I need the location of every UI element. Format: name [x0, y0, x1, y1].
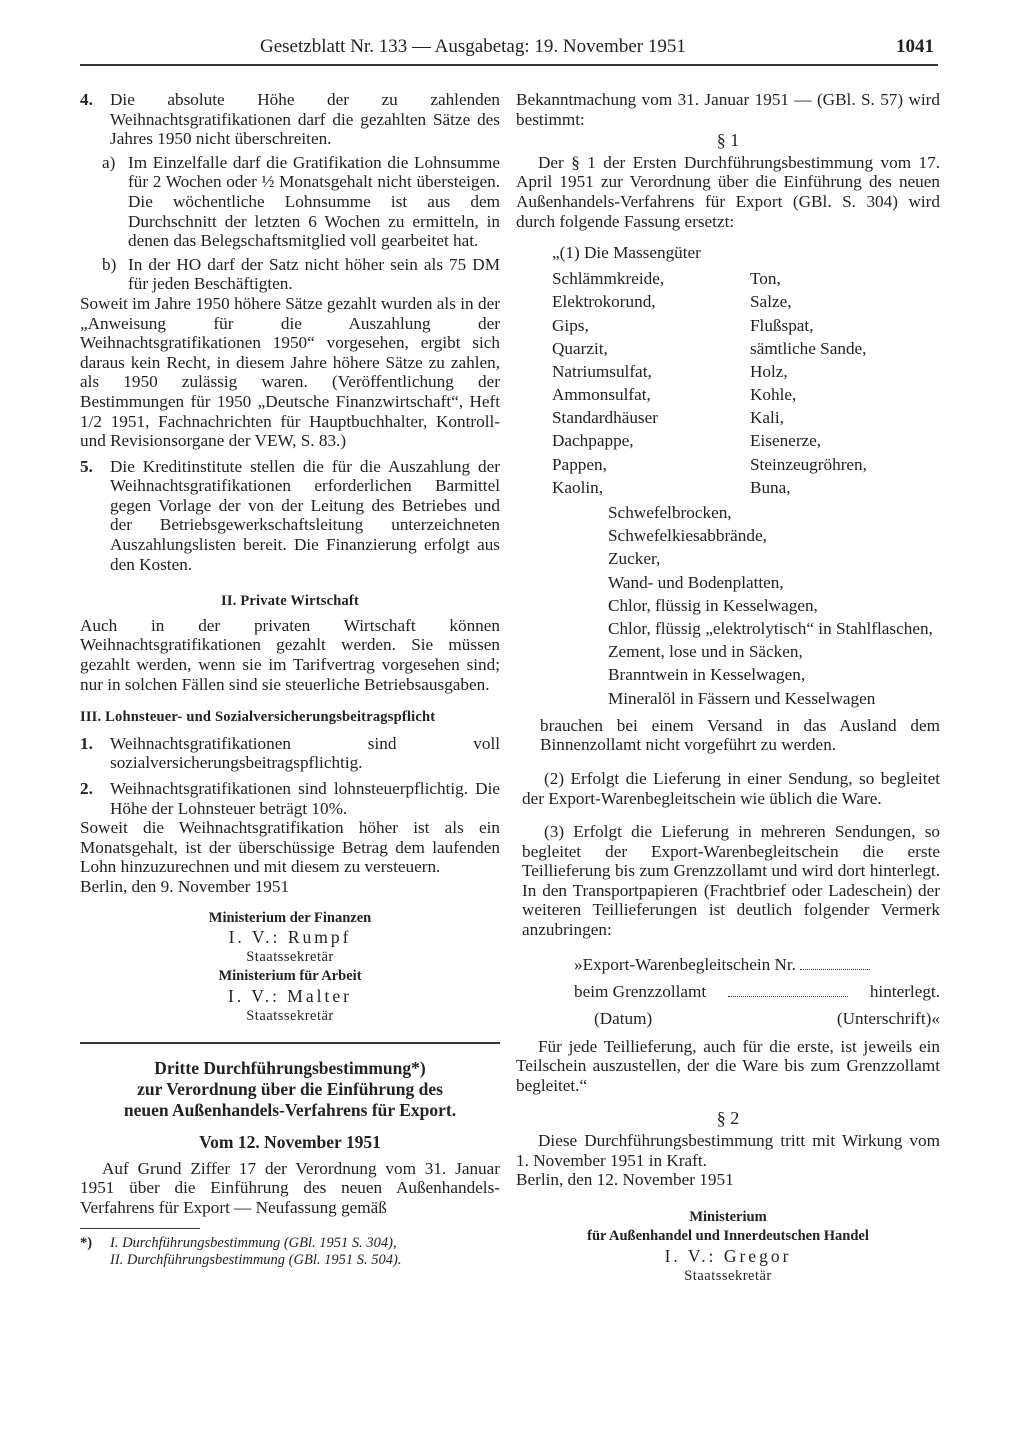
decree-title-line: Dritte Durchführungsbestimmung*) — [154, 1058, 426, 1079]
goods-item: Branntwein in Kesselwagen, — [608, 665, 806, 685]
decree-title-line: neuen Außenhandels-Verfahrens für Export. — [123, 1100, 457, 1121]
ministry-name: Ministerium für Arbeit — [218, 968, 362, 985]
paragraph: Der § 1 der Ersten Durchführungsbestimmung vom 17. April 1951 zur Verordnung über die Einführung des neuen Außenhandels-Verfahrens für Export (GBl. S. 304) wird durch folgende Fassung ersetzt: — [516, 152, 940, 231]
goods-item: Schlämmkreide, — [552, 269, 665, 289]
goods-row — [552, 455, 940, 478]
goods-item: Salze, — [750, 292, 792, 312]
right-column — [516, 90, 940, 1286]
goods-grid — [552, 269, 940, 501]
goods-item: Dachpappe, — [552, 431, 634, 451]
goods-item: Zucker, — [608, 549, 661, 569]
goods-row — [552, 408, 940, 431]
place-date: Berlin, den 12. November 1951 — [516, 1170, 734, 1190]
paragraph: Bekanntmachung vom 31. Januar 1951 — (GBl. S. 57) wird bestimmt: — [516, 90, 940, 129]
form-row — [574, 948, 940, 975]
ministry-name: für Außenhandel und Innerdeutschen Handel — [587, 1228, 869, 1245]
goods-item: Schwefelbrocken, — [608, 503, 732, 523]
goods-item: Chlor, flüssig in Kesselwagen, — [608, 595, 818, 615]
goods-item: Mineralöl in Fässern und Kesselwagen — [608, 688, 876, 708]
signature-block — [80, 909, 500, 1027]
paragraph: brauchen bei einem Versand in das Ausland dem Binnenzollamt nicht vorgeführt zu werden. — [540, 715, 940, 755]
paragraph: (3) Erfolgt die Lieferung in mehreren Sendungen, so begleitet der Export-Warenbegleitschein die erste Teillieferung bis zum Grenzzollamt und wird dort hinterlegt. In den Transportpapieren (Frachtbrief oder Ladeschein) der weiteren Teillieferungen ist deutlich folgender Vermerk anzubringen: — [522, 822, 940, 940]
paragraph: Soweit die Weihnachtsgratifikation höher ist als ein Monatsgehalt, ist der überschüssige Betrag dem laufenden Lohn hinzuzurechnen und mit diesem zu versteuern. — [80, 818, 500, 877]
decree-title — [80, 1058, 500, 1121]
goods-item: Quarzit, — [552, 338, 608, 358]
form-label: hinterlegt. — [869, 982, 940, 1002]
goods-item: Standardhäuser — [552, 408, 658, 428]
item-5 — [80, 457, 500, 575]
goods-item: Zement, lose und in Säcken, — [608, 642, 803, 662]
goods-item: Holz, — [750, 361, 788, 381]
goods-item: Ton, — [750, 269, 781, 289]
item-number: 4. — [80, 90, 93, 109]
form-label: »Export-Warenbegleitschein Nr. — [574, 955, 796, 975]
paragraph: Diese Durchführungsbestimmung tritt mit Wirkung vom 1. November 1951 in Kraft. — [516, 1131, 940, 1170]
page-number: 1041 — [896, 36, 934, 57]
form-row — [594, 1002, 940, 1029]
goods-more — [608, 501, 940, 710]
goods-item: Eisenerze, — [750, 431, 822, 451]
item-text: Die Kreditinstitute stellen die für die Auszahlung der Weihnachtsgratifikationen erforderlichen Barmittel gegen Vorlage der von der Leitung des Betriebes und der Betriebsgewerkschaftsleitung unterzeichneten Auszahlungslisten bereit. Die Finanzierung erfolgt aus den Kosten. — [110, 456, 500, 574]
paragraph: Auch in der privaten Wirtschaft können Weihnachtsgratifikationen gezahlt werden. Sie müssen gezahlt werden, wenn sie im Tarifvertrag vorgesehen sind; nur in solchen Fällen sind sie steuerliche Betriebsausgaben. — [80, 615, 500, 694]
goods-row — [552, 431, 940, 454]
blank-line — [728, 996, 848, 997]
paragraph: (2) Erfolgt die Lieferung in einer Sendung, so begleitet der Export-Warenbegleitschein wie üblich die Ware. — [522, 768, 940, 808]
goods-item: Kohle, — [750, 385, 797, 405]
form-label: beim Grenzzollamt — [574, 982, 707, 1002]
item-4 — [80, 90, 500, 149]
section-heading: III. Lohnsteuer- und Sozialversicherungsbeitragspflicht — [80, 709, 436, 726]
sub-label: a) — [102, 152, 116, 172]
goods-item: Schwefelkiesabbrände, — [608, 526, 767, 546]
footnote-line: II. Durchführungsbestimmung (GBl. 1951 S. 504). — [110, 1252, 402, 1268]
sub-text: Im Einzelfalle darf die Gratifikation die Lohnsumme für 2 Wochen oder ½ Monatsgehalt nicht übersteigen. Die wöchentliche Lohnsumme ist aus dem Durchschnitt der letzten 6 Wochen zu ermitteln, in denen das Belegschaftsmitglied voll gearbeitet hat. — [128, 152, 500, 251]
footnote-rule — [80, 1228, 200, 1229]
goods-item: Gips, — [552, 315, 589, 335]
goods-item: Buna, — [750, 477, 791, 497]
footnote — [80, 1235, 500, 1270]
section-heading: II. Private Wirtschaft — [221, 593, 359, 610]
signatory-name: I. V.: Gregor — [664, 1246, 792, 1266]
goods-intro: „(1) Die Massengüter — [552, 243, 701, 263]
item-4a — [102, 153, 500, 251]
item-4b — [102, 255, 500, 294]
goods-item: Flußspat, — [750, 315, 814, 335]
header-title: Gesetzblatt Nr. 133 — Ausgabetag: 19. November 1951 — [260, 36, 686, 57]
goods-item: Steinzeugröhren, — [750, 454, 867, 474]
paragraph: Soweit im Jahre 1950 höhere Sätze gezahlt wurden als in der „Anweisung für die Auszahlung der Weihnachtsgratifikationen 1950“ vorgesehen, ergibt sich daraus kein Recht, in diesem Jahre höhere Sätze zu zahlen, als 1950 zulässig waren. (Veröffentlichung der Bestimmungen für 1950 „Deutsche Finanzwirtschaft“, Heft 1/2 1951, Fachnachrichten für Hauptbuchhalter, Kontroll- und Revisionsorgane der VEW, S. 83.) — [80, 293, 500, 451]
list-item — [80, 734, 500, 773]
goods-list — [552, 243, 940, 501]
page-header — [80, 30, 938, 66]
place-date: Berlin, den 9. November 1951 — [80, 876, 290, 896]
goods-item: Kali, — [750, 408, 784, 428]
item-text: Die absolute Höhe der zu zahlenden Weihnachtsgratifikationen darf die gezahlten Sätze des Jahres 1950 nicht überschreiten. — [110, 90, 500, 149]
list-item — [80, 779, 500, 818]
signatory-title: Staatssekretär — [246, 948, 334, 965]
form-label: (Unterschrift)« — [836, 1009, 940, 1029]
form-row — [574, 975, 940, 1002]
paragraph: Für jede Teillieferung, auch für die erste, ist jeweils ein Teilschein auszustellen, der die Ware bis zum Grenzzollamt begleitet.“ — [516, 1036, 940, 1095]
item-text: Weihnachtsgratifikationen sind lohnsteuerpflichtig. Die Höhe der Lohnsteuer beträgt 10%. — [110, 779, 500, 818]
goods-row — [552, 385, 940, 408]
goods-item: sämtliche Sande, — [750, 338, 867, 358]
signature-block — [516, 1208, 940, 1286]
sub-text: In der HO darf der Satz nicht höher sein als 75 DM für jeden Beschäftigten. — [128, 254, 500, 294]
signatory-title: Staatssekretär — [246, 1007, 334, 1024]
goods-item: Ammonsulfat, — [552, 385, 651, 405]
section-symbol: § 1 — [716, 130, 740, 151]
paragraph: Auf Grund Ziffer 17 der Verordnung vom 31. Januar 1951 über die Einführung des neuen Außenhandels-Verfahrens für Export — Neufassung gemäß — [80, 1158, 500, 1217]
goods-row — [552, 478, 940, 501]
signatory-name: I. V.: Rumpf — [228, 927, 352, 948]
decree-title-line: zur Verordnung über die Einführung des — [137, 1079, 443, 1100]
ministry-name: Ministerium — [689, 1208, 767, 1225]
signatory-title: Staatssekretär — [684, 1267, 772, 1284]
sub-label: b) — [102, 254, 117, 274]
item-number: 5. — [80, 456, 93, 476]
goods-row — [552, 269, 940, 292]
footnote-mark: *) — [80, 1234, 93, 1251]
left-column — [80, 90, 500, 1270]
goods-item: Wand- und Bodenplatten, — [608, 572, 784, 592]
ministry-name: Ministerium der Finanzen — [208, 909, 372, 926]
goods-item: Elektrokorund, — [552, 292, 656, 312]
footnote-line: I. Durchführungsbestimmung (GBl. 1951 S. 304), — [110, 1234, 397, 1251]
goods-item: Natriumsulfat, — [552, 361, 652, 381]
goods-row — [552, 339, 940, 362]
divider — [80, 1042, 500, 1044]
goods-item: Pappen, — [552, 454, 607, 474]
goods-row — [552, 362, 940, 385]
goods-row — [552, 292, 940, 315]
section-symbol: § 2 — [716, 1108, 740, 1129]
decree-date: Vom 12. November 1951 — [199, 1132, 381, 1153]
item-text: Weihnachtsgratifikationen sind voll sozialversicherungsbeitragspflichtig. — [110, 733, 500, 773]
item-number: 1. — [80, 733, 93, 753]
footnote-text — [110, 1235, 401, 1270]
item-number: 2. — [80, 779, 93, 798]
goods-item: Kaolin, — [552, 477, 604, 497]
signatory-name: I. V.: Malter — [228, 985, 352, 1006]
goods-row — [552, 316, 940, 339]
goods-item: Chlor, flüssig „elektrolytisch“ in Stahlflaschen, — [608, 618, 933, 638]
blank-line — [800, 969, 870, 970]
note-form — [546, 948, 940, 1029]
form-label: (Datum) — [594, 1009, 653, 1029]
